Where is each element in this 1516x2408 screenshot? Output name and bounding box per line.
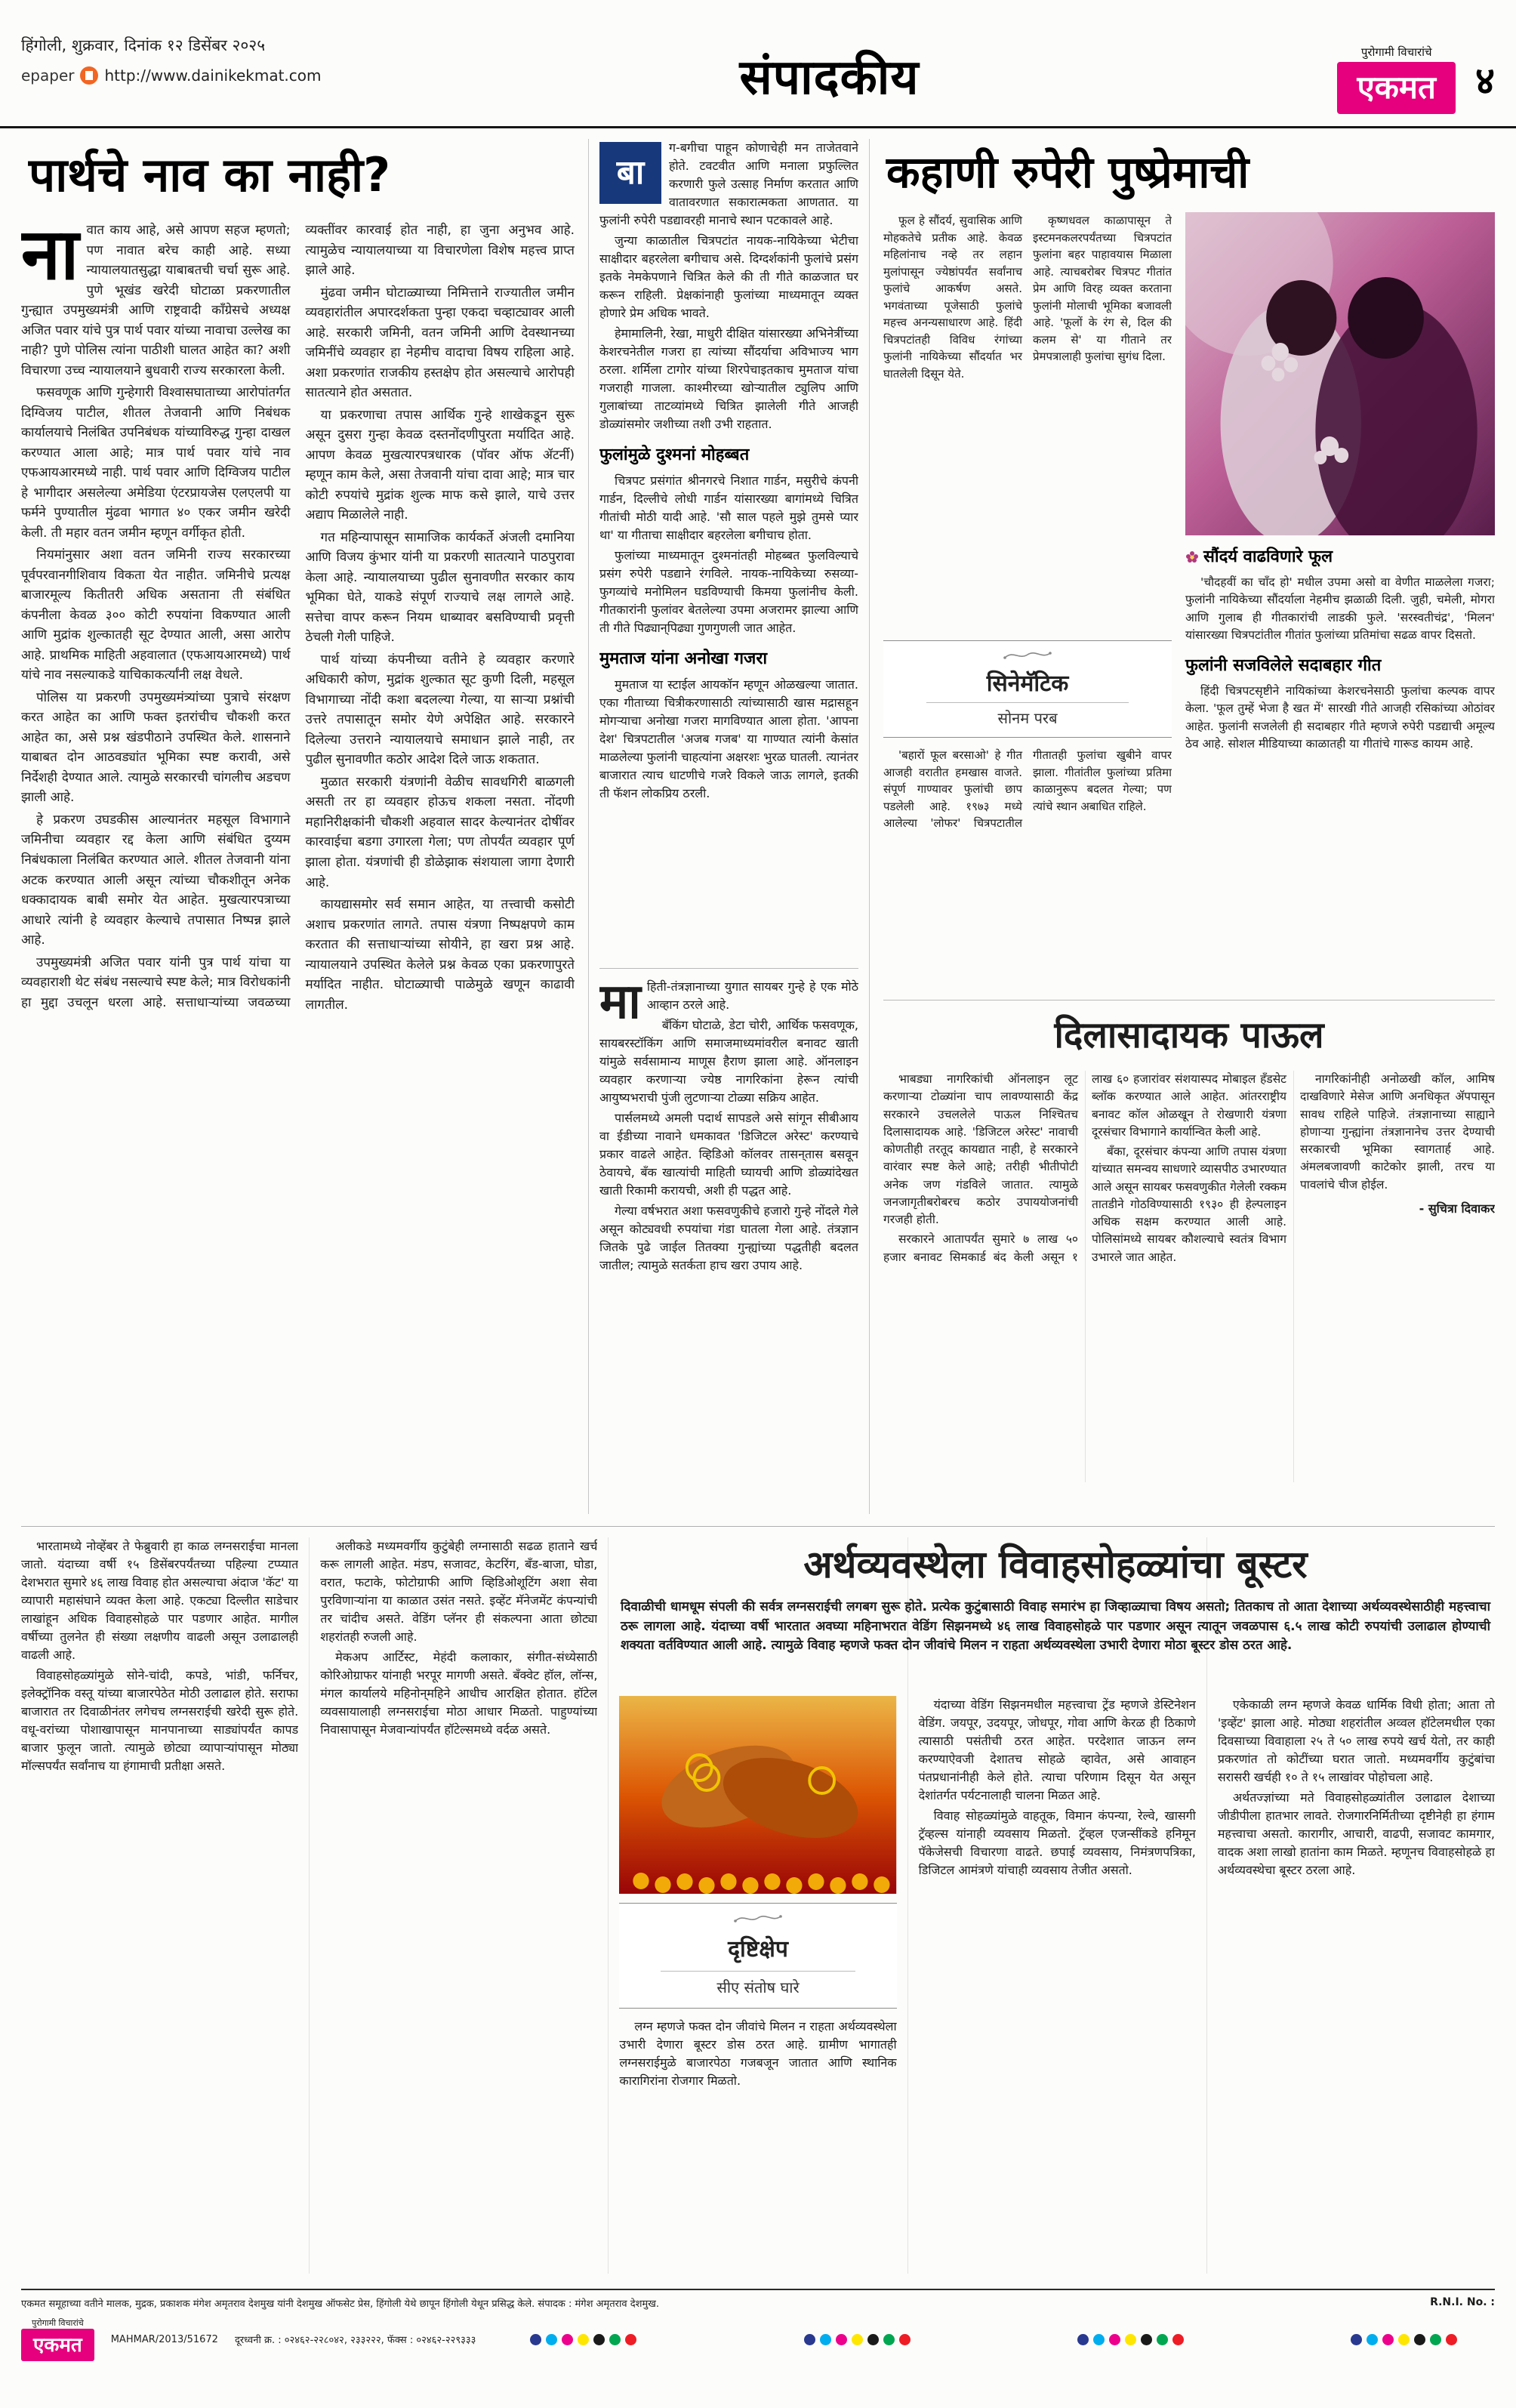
flowers-subhead-4: फुलांनी सजविलेले सदाबहार गीत	[1185, 656, 1382, 675]
drishtikshep-credit-box	[619, 1903, 896, 2009]
registration-dot	[852, 2334, 863, 2345]
paragraph: फुलांच्या माध्यमातून दुश्मनांतही मोहब्बत फुलविल्याचे प्रसंग रुपेरी पडद्याने रंगविले. नायक-नायिकेच्या रुसव्या-फुगव्यांचे मनोमिलन घडविण्याची किमया फुलांनीच केली. गीतकारांनी फुलांवर बेतलेल्या उपमा अजरामर झाल्या आणि ती गीते पिढ्यान्‌पिढ्या गुणगुणली जात आहेत.	[599, 548, 858, 635]
registration-dot	[1351, 2334, 1362, 2345]
page-footer	[21, 2289, 1495, 2361]
booster-col-2	[309, 1537, 597, 2274]
flowers-left-columns	[883, 212, 1172, 947]
dateline: हिंगोली, शुक्रवार, दिनांक १२ डिसेंबर २०२५	[21, 36, 266, 54]
paragraph: या प्रकरणाचा तपास आर्थिक गुन्हे शाखेकडून सुरू असून दुसरा गुन्हा केवळ दस्तनोंदणीपुरता मर्यादित आहे. आपण केवळ मुखत्यारपत्रधारक (पॉवर ऑफ ॲटर्नी) म्हणून काम केले, असा तेजवानी यांचा दावा आहे; मात्र चार कोटी रुपयांचे मुद्रांक शुल्क माफ कसे झाले, याचे उत्तर अद्याप मिळालेले नाही.	[305, 407, 575, 523]
article-dilasadayak-body	[883, 1071, 1495, 1482]
registration-marks	[1351, 2334, 1457, 2345]
masthead	[1337, 45, 1456, 114]
registration-dot	[625, 2334, 636, 2345]
registration-dot	[1446, 2334, 1457, 2345]
cinematic-credit-box	[883, 640, 1172, 738]
registration-marks	[1077, 2334, 1184, 2345]
flowers-more	[883, 747, 1172, 947]
registration-dot	[836, 2334, 847, 2345]
paragraph: मुमताज या स्टाईल आयकॉन म्हणून ओळखल्या जातात. एका गीताच्या चित्रीकरणासाठी त्यांच्यासाठी खास मद्रासहून मोगऱ्याचा अनोखा गजरा मागविण्यात आला होता. 'आपना देश' चित्रपटातील 'अजब गजब' या गाण्यात त्यांनी केसांत माळलेल्या फुलांनी चाहत्यांना अक्षरशः भुरळ घातली. त्यानंतर बाजारात त्याच धाटणीचे गजरे विकले जाऊ लागले, इतकी ती फॅशन लोकप्रिय ठरली.	[599, 677, 858, 800]
registration-dot	[578, 2334, 589, 2345]
credit-box-title: सिनेमॅटिक	[986, 671, 1069, 697]
paragraph: फसवणूक आणि गुन्हेगारी विश्वासघाताच्या आरोपांतर्गत दिग्विजय पाटील, शीतल तेजवानी आणि निबंधक कार्यालयाचे निलंबित उपनिबंधक यांच्याविरुद्ध गुन्हा दाखल करण्यात आला आहे; मात्र पार्थ पवार यांचे नाव एफआयआरमध्ये नाही. पार्थ पवार आणि दिग्विजय पाटील हे भागीदार असलेल्या अमेडिया एंटरप्रायजेस एलएलपी या फर्मने पुण्यातील मुंढवा भागात ४० एकर जमीन खरेदी केली. ती महार वतन जमीन म्हणून वर्गीकृत होती.	[21, 385, 291, 541]
credit-box-author: सोनम परब	[997, 709, 1058, 727]
middle-column	[589, 139, 870, 1514]
wedding-hands-photo	[619, 1696, 896, 1894]
footer-masthead	[21, 2317, 94, 2361]
paragraph: माहिती-तंत्रज्ञानाच्या युगात सायबर गुन्हे हे एक मोठे आव्हान ठरले आहे.	[599, 974, 858, 1030]
credit-divider	[926, 702, 1128, 703]
dropcap-ma: मा	[599, 974, 641, 1030]
paragraph: सरकारने आतापर्यंत सुमारे ७ लाख ५० हजार बनावट सिमकार्ड बंद केली असून १ लाख ६० हजारांवर संशयास्पद मोबाइल हँडसेट ब्लॉक करण्यात आले आहेत. आंतरराष्ट्रीय बनावट कॉल ओळखून ते रोखणारी यंत्रणा दूरसंचार विभागाने कार्यान्वित केली आहे.	[883, 1072, 1286, 1264]
paragraph: कृष्णधवल काळापासून ते इस्टमनकलरपर्यंतच्या चित्रपटांत फुलांना बहर पाहावयास मिळाला आहे. त्याचबरोबर चित्रपट गीतांत प्रेम आणि विरह व्यक्त करताना फुलांनी मोलाची भूमिका बजावली आहे. 'फूलों के रंग से, दिल की कलम से' या गीताने तर प्रेमपत्रालाही फुलांचा सुगंध दिला.	[1033, 214, 1172, 363]
article-dilasadayak-headline: दिलासादायक पाऊल	[1054, 1014, 1324, 1056]
article-mahiti	[599, 968, 858, 1504]
paragraph: विवाह सोहळ्यांमुळे वाहतूक, विमान कंपन्या, रेल्वे, खासगी ट्रॅव्हल्स यांनाही व्यवसाय मिळतो. ट्रॅव्हल एजन्सींकडे हनिमून पॅकेजेसची विचारणा वाढते. छपाई व्यवसाय, निमंत्रणपत्रिका, डिजिटल आमंत्रणे यांचाही व्यवसाय तेजीत असतो.	[918, 1808, 1196, 1877]
flowers-lead	[883, 212, 1172, 631]
paragraph: मेकअप आर्टिस्ट, मेहंदी कलाकार, संगीत-संध्येसाठी कोरिओग्राफर यांनाही भरपूर मागणी असते. बँक्वेट हॉल, लॉन्स, मंगल कार्यालये महिनोन्‌महिने आधीच आरक्षित होतात. हॉटेल व्यवसायालाही लग्नसराईचा मोठा आधार मिळतो. पाहुण्यांच्या निवासापासून मेजवान्यांपर्यंत हॉटेल्समध्ये वर्दळ असते.	[320, 1650, 598, 1737]
footer-masthead-logo: एकमत	[21, 2329, 94, 2361]
paragraph: मुळात सरकारी यंत्रणांनी वेळीच सावधगिरी बाळगली असती तर हा व्यवहार होऊच शकला नसता. नोंदणी महानिरीक्षकांनी चौकशी अहवाल सादर केल्यानंतर दोषींवर कारवाईचा बडगा उगारला गेला; पण तोपर्यंत व्यवहार पूर्ण झाला होता. यंत्रणांची ही डोळेझाक संशयाला जागा देणारी आहे.	[305, 774, 575, 890]
imprint-line: एकमत समूहाच्या वतीने मालक, मुद्रक, प्रकाशक मंगेश अमृतराव देशमुख यांनी देशमुख ऑफसेट प्रेस, हिंगोली येथे छापून हिंगोली येथून प्रसिद्ध केले. संपादक : मंगेश अमृतराव देशमुख.	[21, 2299, 659, 2310]
paragraph: भाबड्या नागरिकांची ऑनलाइन लूट करणाऱ्या टोळ्यांना चाप लावण्यासाठी केंद्र सरकारने उचललेले पाऊल निश्चितच दिलासादायक आहे. 'डिजिटल अरेस्ट' नावाची कोणतीही तरतूद कायद्यात नाही, हे सरकारने वारंवार स्पष्ट केले आहे; तरीही भीतीपोटी अनेक जण गंडविले जातात. त्यामुळे जनजागृतीबरोबरच कठोर उपाययोजनांची गरजही होती.	[883, 1072, 1078, 1226]
footer-contact: दूरध्वनी क्र. : ०२४६२-२२८०४२, २३३२२२, फॅक्स : ०२४६२-२२९३३३	[234, 2335, 476, 2346]
paragraph: पोलिस या प्रकरणी उपमुख्यमंत्र्यांच्या पुत्राचे संरक्षण करत आहेत का आणि फक्त इतरांचीच चौकशी करत आहेत का, असे प्रश्न खंडपीठाने उपस्थित केले. शासनाने याबाबत दोन आठवड्यांत भूमिका स्पष्ट करावी, असे निर्देशही देण्यात आले. त्यामुळे सरकारची चांगलीच अडचण झाली आहे.	[21, 689, 291, 806]
paragraph: गेल्या वर्षभरात अशा फसवणुकीचे हजारो गुन्हे नोंदले गेले असून कोट्यवधी रुपयांचा गंडा घातला गेला आहे. तंत्रज्ञान जितके पुढे जाईल तितक्या गुन्ह्यांच्या पद्धतीही बदलत जातील; त्यामुळे सतर्कता हाच खरा उपाय आहे.	[599, 1204, 858, 1272]
registration-marks	[804, 2334, 911, 2345]
registration-dot	[867, 2334, 879, 2345]
article-parth-headline: पार्थचे नाव का नाही?	[29, 147, 391, 202]
paragraph: मुंढवा जमीन घोटाळ्याच्या निमित्ताने राज्यातील जमीन व्यवहारांतील अपारदर्शकता पुन्हा एकदा चव्हाट्यावर आली आहे. सरकारी जमिनी, वतन जमिनी आणि देवस्थानच्या जमिनींचे व्यवहार हा नेहमीच वादाचा विषय राहिला आहे. अशा प्रकरणांत राजकीय हस्तक्षेप होत असल्याचे आरोपही सातत्याने होत असतात.	[305, 285, 575, 401]
registration-dot	[804, 2334, 815, 2345]
flowers-photo-column	[1185, 212, 1495, 947]
paragraph: यंदाच्या वेडिंग सिझनमधील महत्त्वाचा ट्रेंड म्हणजे डेस्टिनेशन वेडिंग. जयपूर, उदयपूर, जोधपूर, गोवा आणि केरळ ही ठिकाणे त्यासाठी पसंतीची ठरत आहेत. परदेशात जाऊन लग्न करण्याऐवजी देशातच सोहळे व्हावेत, असे आवाहन पंतप्रधानांनीही केले होते. त्याचा परिणाम दिसून येत असून देशांतर्गत पर्यटनालाही चालना मिळत आहे.	[918, 1697, 1196, 1802]
masthead-logo: एकमत	[1337, 62, 1456, 114]
registration-dot	[1109, 2334, 1120, 2345]
booster-col-1	[21, 1537, 298, 2274]
masthead-tagline: पुरोगामी विचारांचे	[1360, 45, 1432, 59]
paragraph: भारतामध्ये नोव्हेंबर ते फेब्रुवारी हा काळ लग्नसराईचा मानला जातो. यंदाच्या वर्षी १५ डिसेंबरपर्यंतच्या पहिल्या टप्प्यात देशभरात सुमारे ४६ लाख विवाह होत असल्याचा अंदाज 'कॅट' या व्यापारी महासंघाने व्यक्त केला आहे. एकट्या दिल्लीत साडेचार लाखांहून अधिक विवाहसोहळे पार पडणार आहेत. मागील वर्षीच्या तुलनेत ही संख्या लक्षणीय वाढली असून उलाढालही वाढली आहे.	[21, 1539, 299, 1662]
registration-dot	[1172, 2334, 1184, 2345]
header-center	[739, 12, 919, 126]
registration-dot	[1382, 2334, 1394, 2345]
flowers-subhead-2: मुमताज यांना अनोखा गजरा	[599, 649, 768, 668]
epaper-row	[21, 66, 322, 85]
paragraph: बँका, दूरसंचार कंपन्या आणि तपास यंत्रणा यांच्यात समन्वय साधणारे व्यासपीठ उभारण्यात आले असून सायबर फसवणुकीत गेलेली रक्कम तातडीने गोठविण्यासाठी १९३० ही हेल्पलाइन अधिक सक्षम करण्यात आली आहे. पोलिसांमध्ये सायबर कौशल्याचे स्वतंत्र विभाग उभारले जात आहेत.	[1092, 1145, 1286, 1264]
paragraph: विवाहसोहळ्यांमुळे सोने-चांदी, कपडे, भांडी, फर्निचर, इलेक्ट्रॉनिक वस्तू यांच्या बाजारपेठेत मोठी उलाढाल होते. सराफा बाजारात तर दिवाळीनंतर लगेचच लग्नसराईची खरेदी सुरू होते. वधू-वरांच्या पोशाखापासून मानपानाच्या साड्यांपर्यंत कापड बाजार फुलून जातो. त्यामुळे छोट्या व्यापाऱ्यांपासून मोठ्या मॉल्सपर्यंत सर्वांनाच या हंगामाची प्रतीक्षा असते.	[21, 1668, 299, 1773]
paragraph: अर्थतज्ज्ञांच्या मते विवाहसोहळ्यांतील उलाढाल देशाच्या जीडीपीला हातभार लावते. रोजगारनिर्मितीच्या दृष्टीनेही हा हंगाम महत्त्वाचा असतो. कारागीर, आचारी, वाढपी, सजावट कामगार, वादक अशा लाखो हातांना काम मिळते. म्हणूनच विवाहसोहळे हा अर्थव्यवस्थेचा बूस्टर ठरला आहे.	[1217, 1790, 1495, 1877]
registration-dot	[1125, 2334, 1136, 2345]
paragraph: 'बहारों फूल बरसाओ' हे गीत आजही वरातीत हमखास वाजते. संपूर्ण गाण्यावर फुलांची छाप पडलेली आहे. १९७३ मध्ये आलेल्या 'लोफर' चित्रपटातील गीतातही फुलांचा खुबीने वापर झाला. गीतांतील फुलांच्या प्रतिमा काळानुरूप बदलत गेल्या; पण त्यांचे स्थान अबाधित राहिले.	[883, 748, 1172, 830]
paragraph: 'चौदहवीं का चाँद हो' मधील उपमा असो वा वेणीत माळलेला गजरा; फुलांनी नायिकेच्या सौंदर्याला नेहमीच झळाळी दिली. जुही, चमेली, मोगरा आणि गुलाब ही गीतकारांची लाडकी फुले. 'सरस्वतीचंद्र', 'मिलन' यांसारख्या चित्रपटांतील गीतांत फुलांच्या प्रतिमांचा सढळ वापर दिसतो.	[1185, 575, 1495, 642]
registration-dot	[899, 2334, 911, 2345]
paragraph: कायद्यासमोर सर्व समान आहेत, या तत्त्वाची कसोटी अशाच प्रकरणांत लागते. तपास यंत्रणा निष्पक्षपणे काम करतात की सत्ताधाऱ्यांच्या सोयीने, हा खरा प्रश्न आहे. न्यायालयाने उपस्थित केलेले प्रश्न केवळ एका प्रकरणापुरते मर्यादित नाहीत. घोटाळ्याची पाळेमुळे खणून काढावी लागतील.	[305, 897, 575, 1013]
registration-dot	[820, 2334, 831, 2345]
booster-headline-block	[616, 1537, 1495, 1656]
credit-box-author: सीए संतोष घारे	[716, 1978, 800, 1996]
paragraph: नागरिकांनीही अनोळखी कॉल, आमिष दाखविणारे मेसेज आणि अनधिकृत ॲपपासून सावध राहिले पाहिजे. तंत्रज्ञानाच्या साह्याने होणाऱ्या गुन्ह्यांना तंत्रज्ञानानेच उत्तर देण्याची सरकारची भूमिका स्वागतार्ह आहे. अंमलबजावणी काटेकोर झाली, तरच या पावलांचे चीज होईल.	[1300, 1072, 1495, 1192]
page-header	[0, 0, 1516, 128]
registration-dot	[1077, 2334, 1089, 2345]
paragraph: फूल हे सौंदर्य, सुवासिक आणि मोहकतेचे प्रतीक आहे. केवळ महिलांनाच नव्हे तर लहान मुलांपासून ज्येष्ठांपर्यंत सर्वांनाच फुलांचे आकर्षण असते. भगवंताच्या पूजेसाठी फुलांचे महत्त्व अनन्यसाधारण आहे. हिंदी चित्रपटांतही विविध रंगांच्या फुलांनी नायिकेच्या सौंदर्यात भर घातलेली दिसून येते.	[883, 214, 1022, 381]
color-registration-strip	[492, 2334, 1495, 2345]
article-parth	[21, 139, 589, 1514]
couple-photo	[1185, 212, 1495, 535]
registration-dot	[1367, 2334, 1378, 2345]
header-right	[1337, 12, 1495, 126]
registration-dot	[609, 2334, 621, 2345]
flowers-subhead-3: सौंदर्य वाढविणारे फूल	[1185, 544, 1495, 569]
paragraph: हिंदी चित्रपटसृष्टीने नायिकांच्या केशरचनेसाठी फुलांचा कल्पक वापर केला. 'फूल तुम्हें भेजा है खत में' सारखी गीते आजही रसिकांच्या ओठांवर आहेत. फुलांनी सजलेली ही सदाबहार गीते म्हणजे रुपेरी पडद्याची अमूल्य ठेव आहे. सोशल मीडियाच्या काळातही या गीतांचे गारूड कायम आहे.	[1185, 684, 1495, 751]
paragraph: हेमामालिनी, रेखा, माधुरी दीक्षित यांसारख्या अभिनेत्रींच्या केशरचनेतील गजरा हा त्यांच्या सौंदर्याचा अविभाज्य भाग ठरला. शर्मिला टागोर यांच्या शिरपेचाइतकाच मुमताज यांचा गजराही गाजला. काश्मीरच्या खोऱ्यातील ट्युलिप आणि गुलाबांच्या ताटव्यांमध्ये चित्रित झालेली गीते आजही डोळ्यांसमोर जशीच्या तशी उभी राहतात.	[599, 326, 858, 431]
credit-divider	[661, 1971, 855, 1972]
article-flowers	[883, 139, 1495, 992]
author-signoff: - सुचित्रा दिवाकर	[1419, 1201, 1495, 1216]
registration-dot	[1414, 2334, 1425, 2345]
registration-number: MAHMAR/2013/51672	[110, 2333, 218, 2345]
registration-dot	[1141, 2334, 1152, 2345]
rni-label: R.N.I. No. :	[1430, 2296, 1495, 2308]
flower-icon	[1185, 550, 1199, 564]
paragraph: चित्रपट प्रसंगांत श्रीनगरचे निशात गार्डन, मसुरीचे कंपनी गार्डन, दिल्लीचे लोधी गार्डन यांसारख्या बागांमध्ये चित्रित गीतांची मोठी यादी आहे. 'सौ साल पहले मुझे तुमसे प्यार था' या गीताचा साक्षीदार बहरलेला बगीचाच होता.	[599, 473, 858, 542]
page-number: ४	[1474, 58, 1495, 103]
paragraph: बँकिंग घोटाळे, डेटा चोरी, आर्थिक फसवणूक, सायबरस्टॉकिंग आणि समाजमाध्यमांवरील बनावट खाती यांमुळे सर्वसामान्य माणूस हैराण झाला आहे. ऑनलाइन व्यवहार करणाऱ्या ज्येष्ठ नागरिकांना हेरून त्यांची आयुष्यभराची पुंजी लुटणाऱ्या टोळ्या सक्रिय आहेत.	[599, 1018, 858, 1105]
registration-dot	[546, 2334, 557, 2345]
paragraph: जुन्या काळातील चित्रपटांत नायक-नायिकेच्या भेटीचा साक्षीदार बहरलेला बगीचाच असे. दिग्दर्शकांनी फुलांचे प्रसंग इतके नेमकेपणाने चित्रित केले की ती गीते काळजात घर करून राहिली. प्रेक्षकांनाही फुलांच्या माध्यमातून व्यक्त होणारे प्रेम अधिक भावते.	[599, 233, 858, 320]
flourish-icon	[1003, 649, 1052, 661]
registration-dot	[1157, 2334, 1168, 2345]
paragraph: पार्सलमध्ये अमली पदार्थ सापडले असे सांगून सीबीआय वा ईडीच्या नावाने धमकावत 'डिजिटल अरेस्ट' करण्याचे प्रकार वाढले आहेत. व्हिडिओ कॉलवर तासन्‌तास बसवून ठेवायचे, बँक खात्यांची माहिती घ्यायची आणि डोळ्यांदेखत खाती रिकामी करायची, अशी ही पद्धत आहे.	[599, 1111, 858, 1198]
paragraph: एकेकाळी लग्न म्हणजे केवळ धार्मिक विधी होता; आता तो 'इव्हेंट' झाला आहे. मोठ्या शहरांतील अव्वल हॉटेलमधील एका दिवसाच्या विवाहाला २५ ते ५० लाख रुपये खर्च येतो, तर काही प्रकरणांत तो कोटींच्या घरात जातो. मध्यमवर्गीय कुटुंबांचा सरासरी खर्चही १० ते १५ लाखांवर पोहोचला आहे.	[1217, 1697, 1495, 1784]
registration-dot	[883, 2334, 895, 2345]
registration-dot	[593, 2334, 605, 2345]
header-left	[21, 12, 322, 126]
paragraph: नियमांनुसार अशा वतन जमिनी राज्य सरकारच्या पूर्वपरवानगीशिवाय विकता येत नाहीत. जमिनीचे प्रत्यक्ष बाजारमूल्य कितीतरी अधिक असताना ती संबंधित कंपनीला केवळ ३०० कोटी रुपयांना विकण्यात आली आणि मुद्रांक शुल्कातही सूट देण्यात आली, असा आरोप आहे. प्राथमिक माहिती अहवालात (एफआयआरमध्ये) पार्थ यांचे नाव नसल्याकडे याचिकाकर्त्यांनी लक्ष वेधले.	[21, 547, 291, 683]
article-flowers-headline: कहाणी रुपेरी पुष्प्रेमाची	[886, 146, 1249, 198]
article-booster-headline: अर्थव्यवस्थेला विवाहसोहळ्यांचा बूस्टर	[803, 1543, 1308, 1586]
paragraph: उपमुख्यमंत्री अजित पवार यांनी पुत्र पार्थ यांचा या व्यवहाराशी थेट संबंध नसल्याचे स्पष्ट केले; मात्र विरोधकांनी हा मुद्दा उचलून धरला आहे. सत्ताधाऱ्यांच्या जवळच्या व्यक्तींवर कारवाई होत नाही, हा जुना अनुभव आहे. त्यामुळेच न्यायालयाच्या या विचारणेला विशेष महत्त्व प्राप्त झाले आहे.	[21, 223, 575, 1010]
paragraph: बा ग-बगीचा पाहून कोणाचेही मन ताजेतवाने होते. टवटवीत आणि मनाला प्रफुल्लित करणारी फुले उत्साह निर्माण करतात आणि वातावरणात सकारात्मकता आणतात. या फुलांनी रुपेरी पडद्यावरही मानाचे स्थान पटकावले आहे.	[599, 140, 858, 227]
dropcap-na: ना	[21, 220, 79, 296]
epaper-icon	[80, 66, 98, 85]
flowers-intro-column	[599, 139, 858, 960]
section-title: संपादकीय	[739, 50, 920, 106]
article-parth-body	[21, 220, 575, 1497]
flourish-icon	[733, 1912, 783, 1924]
dropcap-ba-box: बा	[599, 142, 661, 204]
registration-dot	[1430, 2334, 1441, 2345]
registration-dot	[1398, 2334, 1410, 2345]
registration-dot	[1093, 2334, 1105, 2345]
article-dilasadayak	[883, 1000, 1495, 1514]
flowers-right-sections	[1185, 544, 1495, 753]
registration-marks	[530, 2334, 636, 2345]
article-booster	[21, 1526, 1495, 2281]
paragraph: लग्न म्हणजे फक्त दोन जीवांचे मिलन न राहता अर्थव्यवस्थेला उभारी देणारा बूस्टर डोस ठरत आहे. ग्रामीण भागातही लग्नसराईमुळे बाजारपेठा गजबजून जातात आणि स्थानिक कारागिरांना रोजगार मिळतो.	[619, 2019, 897, 2088]
flowers-subhead-1: फुलांमुळे दुश्मनां मोहब्बत	[599, 446, 750, 464]
registration-dot	[530, 2334, 541, 2345]
paragraph: गत महिन्यापासून सामाजिक कार्यकर्ते अंजली दमानिया आणि विजय कुंभार यांनी या प्रकरणी सातत्याने पाठपुरावा केला आहे. न्यायालयाच्या पुढील सुनावणीत सरकार काय भूमिका घेते, याकडे संपूर्ण राज्याचे लक्ष लागले आहे. सत्तेचा वापर करून नियम धाब्यावर बसविण्याची प्रवृत्ती ठेचली गेली पाहिजे.	[305, 529, 575, 646]
footer-masthead-tagline: पुरोगामी विचारांचे	[32, 2318, 84, 2328]
main-top-band	[0, 128, 1516, 1514]
registration-dot	[562, 2334, 573, 2345]
right-zone	[870, 139, 1495, 1514]
booster-lead: दिवाळीची धामधूम संपली की सर्वत्र लग्नसराईची लगबग सुरू होते. प्रत्येक कुटुंबासाठी विवाह समारंभ हा जिव्हाळ्याचा विषय असतो; तितकाच तो आता देशाच्या अर्थव्यवस्थेसाठीही महत्त्वाचा ठरू लागला आहे. यंदाच्या वर्षी भारतात अवघ्या महिनाभरात वेडिंग सिझनमध्ये ४६ लाख विवाहसोहळे पार पडणार असून त्यातून जवळपास ६.५ लाख कोटी रुपयांची उलाढाल होण्याची शक्यता वर्तविण्यात आली आहे. त्यामुळे विवाह म्हणजे फक्त दोन जीवांचे मिलन न राहता अर्थव्यवस्थेला उभारी देणारा मोठा बूस्टर डोस ठरत आहे.	[621, 1599, 1490, 1653]
paragraph: अलीकडे मध्यमवर्गीय कुटुंबेही लग्नासाठी सढळ हाताने खर्च करू लागली आहेत. मंडप, सजावट, केटरिंग, बँड-बाजा, घोडा, वरात, फटाके, फोटोग्राफी आणि व्हिडिओशूटिंग अशा सेवा पुरविणाऱ्यांना या काळात उसंत नसते. इव्हेंट मॅनेजमेंट कंपन्यांची तर चांदीच असते. वेडिंग प्लॅनर ही संकल्पना आता छोट्या शहरांतही रुजली आहे.	[320, 1539, 598, 1644]
paragraph: नावात काय आहे, असे आपण सहज म्हणतो; पण नावात बरेच काही आहे. सध्या न्यायालयातसुद्धा याबाबतची चर्चा सुरू आहे. पुणे भूखंड खरेदी घोटाळा प्रकरणातील गुन्ह्यात उपमुख्यमंत्री आणि राष्ट्रवादी काँग्रेसचे अध्यक्ष अजित पवार यांचे पुत्र पार्थ पवार यांच्या नावाचा उल्लेख का नाही? पुणे पोलिस त्यांना पाठीशी घालत आहेत का? अशी विचारणा उच्च न्यायालयाने बुधवारी राज्य सरकारला केली.	[21, 220, 291, 378]
epaper-label: epaper	[21, 66, 75, 85]
credit-box-title: दृष्टिक्षेप	[728, 1936, 788, 1962]
epaper-url-link[interactable]: http://www.dainikekmat.com	[104, 66, 322, 85]
paragraph: हे प्रकरण उघडकीस आल्यानंतर महसूल विभागाने जमिनीचा व्यवहार रद्द केला आणि संबंधित दुय्यम निबंधकाला निलंबित करण्यात आले. शीतल तेजवानी यांना अटक करण्यात आली असून त्यांच्या चौकशीतून अनेक धक्कादायक बाबी समोर येत आहेत. मुखत्यारपत्राच्या आधारे त्यांनी हे व्यवहार केल्याचे तपासात निष्पन्न झाले आहे.	[21, 812, 291, 948]
paragraph: पार्थ यांच्या कंपनीच्या वतीने हे व्यवहार करणारे अधिकारी कोण, मुद्रांक शुल्कात सूट कुणी दिली, महसूल विभागाच्या नोंदी कशा बदलल्या गेल्या, या साऱ्या प्रश्नांची उत्तरे तपासातून समोर येणे अपेक्षित आहे. सरकारने दिलेल्या उत्तराने न्यायालयाचे समाधान झाले नाही, तर पुढील सुनावणीत कठोर आदेश दिले जाऊ शकतात.	[305, 652, 575, 768]
